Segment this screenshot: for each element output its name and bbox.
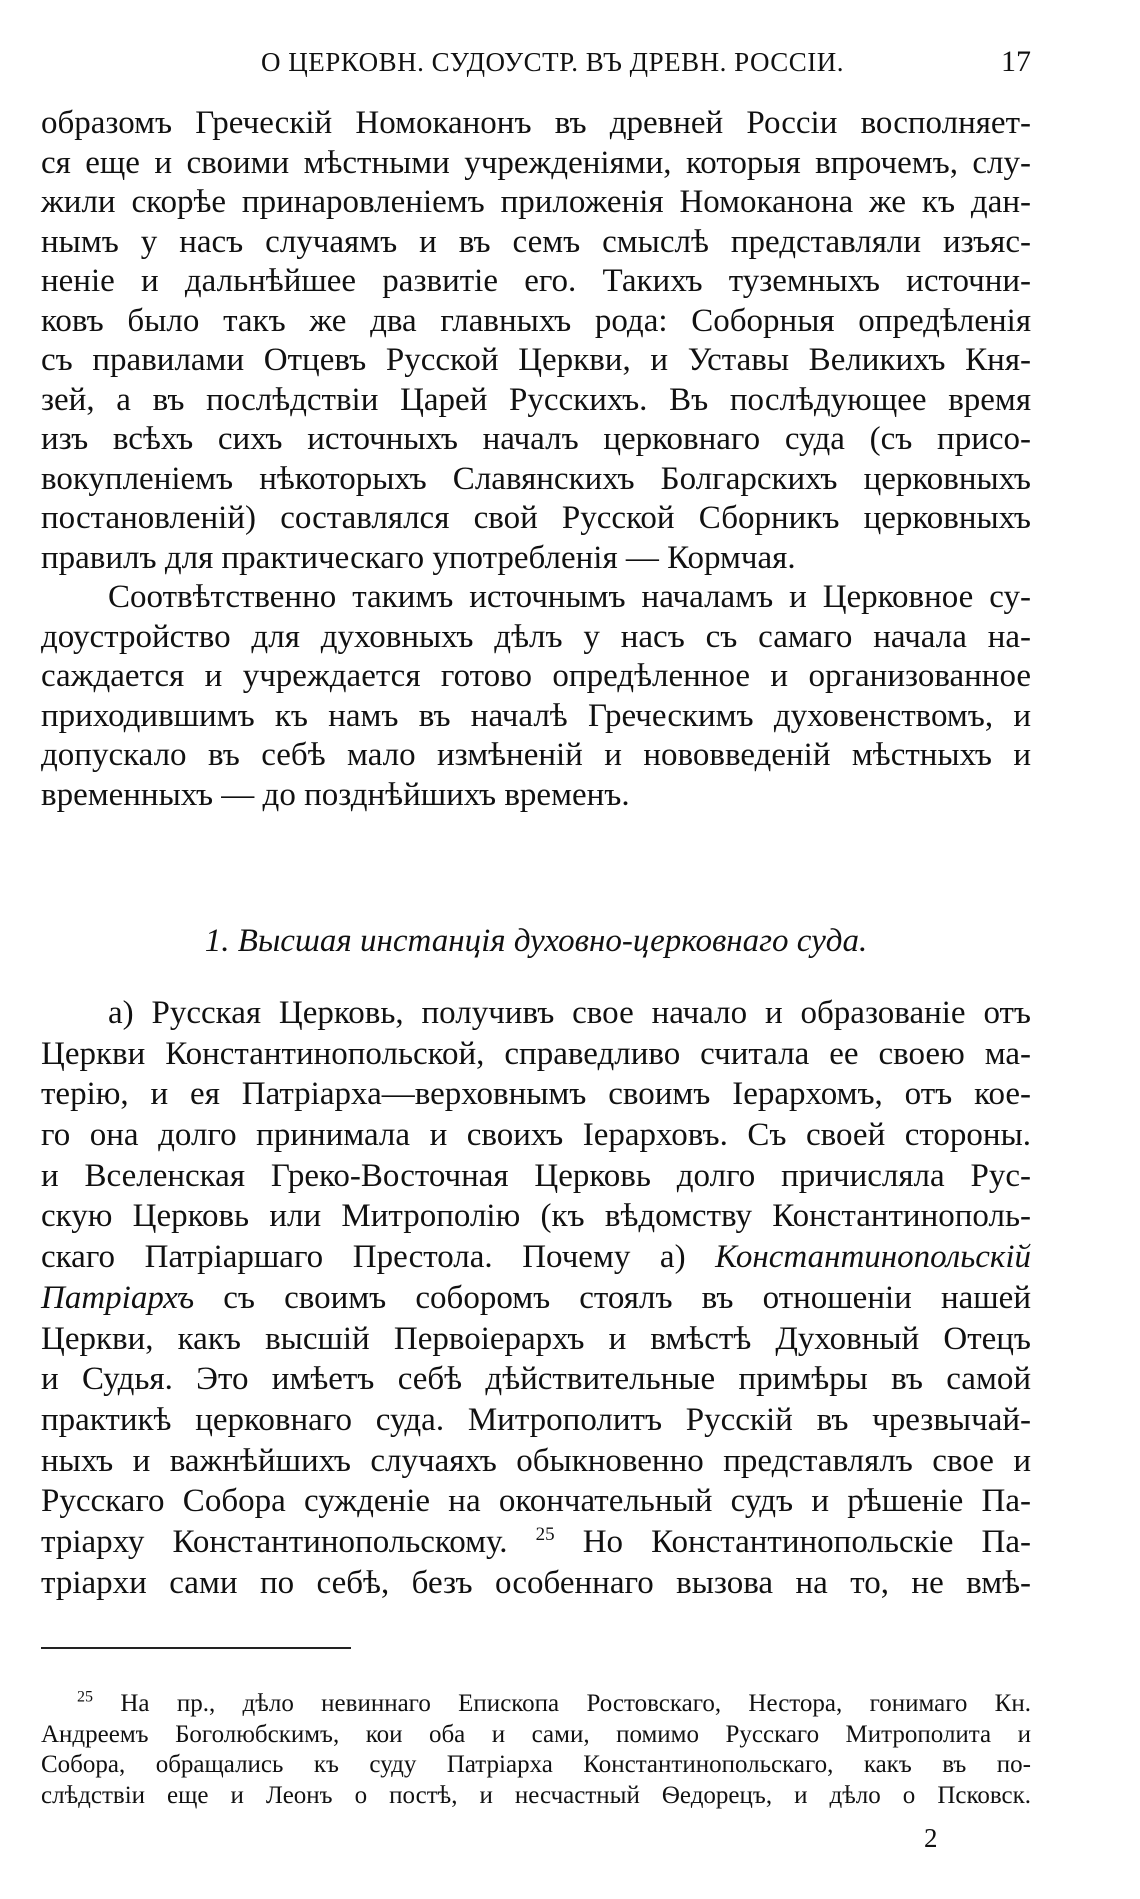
section-heading: 1. Высшая инстанція духовно-церковнаго суда. bbox=[204, 923, 868, 959]
text-line: Соотвѣтственно такимъ источнымъ началамъ и Церковное су- bbox=[108, 579, 1031, 615]
running-header bbox=[41, 45, 1031, 81]
footnote-line: Андреемъ Боголюбскимъ, кои оба и сами, помимо Русскаго Митрополита и bbox=[41, 1720, 1031, 1748]
text-line: неніе и дальнѣйшее развитіе его. Такихъ туземныхъ источни- bbox=[41, 263, 1031, 299]
paragraph-1 bbox=[41, 104, 1031, 578]
text-line bbox=[41, 1522, 1031, 1563]
text-line bbox=[41, 1278, 1031, 1319]
text-line: съ правилами Отцевъ Русской Церкви, и Уставы Великихъ Кня- bbox=[41, 342, 1031, 378]
footnote-divider bbox=[41, 1647, 351, 1649]
text-line: временныхъ — до позднѣйшихъ временъ. bbox=[41, 776, 630, 813]
text-line: допускало въ себѣ мало измѣненій и нововведеній мѣстныхъ и bbox=[41, 737, 1031, 773]
footnote-reference: 25 bbox=[535, 1523, 555, 1545]
text-line: образомъ Греческій Номоканонъ въ древней Россіи восполняет- bbox=[41, 105, 1031, 141]
text-line: и Вселенская Греко-Восточная Церковь долго причисляла Рус- bbox=[41, 1157, 1031, 1194]
italic-name: Патріархъ bbox=[41, 1279, 195, 1316]
running-header-title: О ЦЕРКОВН. СУДОУСТР. ВЪ ДРЕВН. РОССІИ. bbox=[261, 47, 845, 77]
text-line: зей, а въ послѣдствіи Царей Русскихъ. Въ послѣдующее время bbox=[41, 381, 1031, 418]
text-line: тріархи сами по себѣ, безъ особеннаго вызова на то, не вмѣ- bbox=[41, 1564, 1031, 1601]
text-line: правилъ для практическаго употребленія — Кормчая. bbox=[41, 539, 796, 576]
paragraph-3 bbox=[41, 993, 1031, 1603]
text-line: скую Церковь или Митрополію (къ вѣдомству Константинополь- bbox=[41, 1198, 1031, 1235]
text-line: нымъ у насъ случаямъ и въ семъ смыслѣ представляли изъяс- bbox=[41, 223, 1031, 260]
footnote bbox=[41, 1689, 1031, 1811]
footnote-line: слѣдствіи еще и Леонъ о постѣ, и несчастный Ѳедорецъ, и дѣло о Псковск. bbox=[41, 1781, 1031, 1809]
main-text bbox=[41, 104, 1031, 815]
paragraph-2 bbox=[41, 578, 1031, 815]
text-line: ковъ было такъ же два главныхъ рода: Соборныя опредѣленія bbox=[41, 302, 1031, 339]
footnote-line bbox=[41, 1689, 1031, 1720]
footnote-number: 25 bbox=[77, 1688, 93, 1706]
text-line: го она долго принимала и своихъ Іерарховъ. Съ своей стороны. bbox=[41, 1117, 1031, 1154]
page-number: 17 bbox=[1001, 45, 1031, 78]
text-line: вокупленіемъ нѣкоторыхъ Славянскихъ Болгарскихъ церковныхъ bbox=[41, 460, 1031, 497]
text-line bbox=[41, 1237, 1031, 1278]
text-line: приходившимъ къ намъ въ началѣ Греческимъ духовенствомъ, и bbox=[41, 697, 1031, 734]
text-segment: Но Константинопольскіе Па- bbox=[554, 1523, 1031, 1560]
italic-name: Константинопольскій bbox=[715, 1239, 1031, 1276]
footnote-line: Собора, обращались къ суду Патріарха Константинопольскаго, какъ въ по- bbox=[41, 1751, 1031, 1778]
text-line: Церкви Константинопольской, справедливо считала ее своею ма- bbox=[41, 1035, 1031, 1072]
text-segment: скаго Патріаршаго Престола. Почему а) bbox=[41, 1239, 716, 1276]
text-line: терію, и ея Патріарха—верховнымъ своимъ Іерархомъ, отъ кое- bbox=[41, 1076, 1031, 1113]
text-line: практикѣ церковнаго суда. Митрополитъ Русскій въ чрезвычай- bbox=[41, 1401, 1031, 1438]
text-line: и Судья. Это имѣетъ себѣ дѣйствительные примѣры въ самой bbox=[41, 1361, 1031, 1398]
text-line: изъ всѣхъ сихъ источныхъ началъ церковнаго суда (съ присо- bbox=[41, 421, 1031, 457]
text-line: Церкви, какъ высшій Первоіерархъ и вмѣстѣ Духовный Отецъ bbox=[41, 1320, 1031, 1357]
text-segment: съ своимъ соборомъ стоялъ въ отношеніи нашей bbox=[194, 1279, 1031, 1316]
text-line: ныхъ и важнѣйшихъ случаяхъ обыкновенно представлялъ свое и bbox=[41, 1442, 1031, 1479]
text-segment: тріарху Константинопольскому. bbox=[41, 1523, 536, 1560]
signature-mark: 2 bbox=[924, 1823, 938, 1853]
text-line: доустройство для духовныхъ дѣлъ у насъ съ самаго начала на- bbox=[41, 618, 1031, 655]
text-line: Русскаго Собора сужденіе на окончательный судъ и рѣшеніе Па- bbox=[41, 1483, 1031, 1520]
text-line: ся еще и своими мѣстными учрежденіями, которыя впрочемъ, слу- bbox=[41, 144, 1031, 181]
text-line: жили скорѣе принаровленіемъ приложенія Номоканона же къ дан- bbox=[41, 184, 1031, 220]
text-line: а) Русская Церковь, получивъ свое начало и образованіе отъ bbox=[108, 995, 1031, 1031]
text-line: постановленій) составлялся свой Русской Сборникъ церковныхъ bbox=[41, 500, 1031, 536]
footnote-text: На пр., дѣло невиннаго Епископа Ростовскаго, Нестора, гонимаго Кн. bbox=[120, 1690, 1031, 1717]
text-line: саждается и учреждается готово опредѣленное и организованное bbox=[41, 658, 1031, 694]
